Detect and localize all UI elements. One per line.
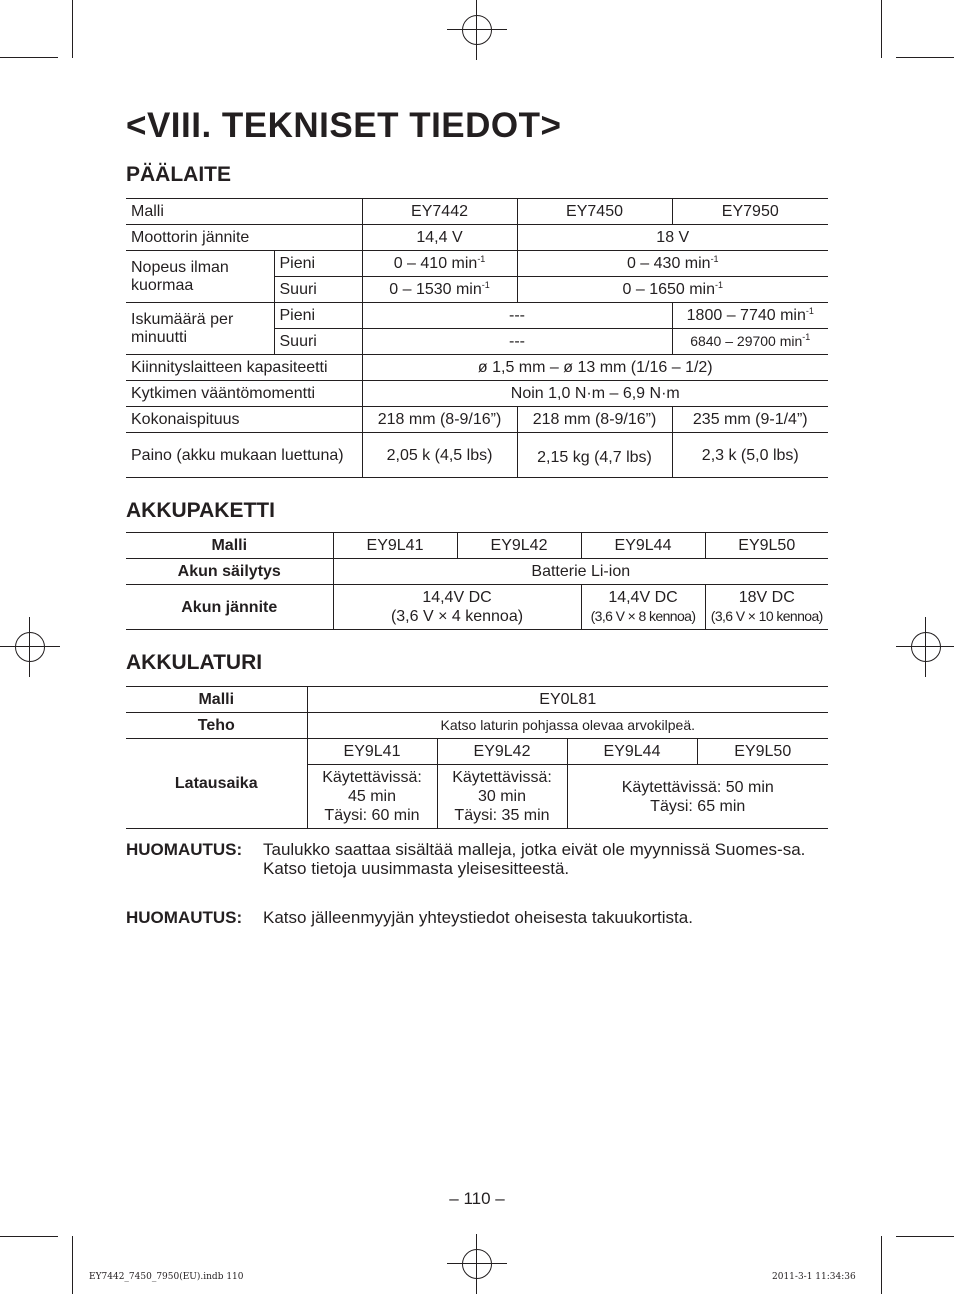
- row-label: Paino (akku mukaan luettuna): [126, 433, 362, 478]
- page-number: – 110 –: [449, 1189, 505, 1208]
- crop-mark: [0, 1236, 58, 1237]
- model-cell: EY9L42: [457, 533, 581, 559]
- model-cell: EY9L41: [333, 533, 457, 559]
- value-cell: Käytettävissä: 30 min Täysi: 35 min: [437, 765, 567, 829]
- table-row: [126, 381, 828, 407]
- page-title: <VIII. TEKNISET TIEDOT>: [126, 106, 562, 145]
- value-cell: Katso laturin pohjassa olevaa arvokilpeä.: [307, 713, 828, 739]
- value-cell: 0 – 410 $\min^{-1}$: [362, 251, 517, 277]
- value-cell: 14,4V DC (3,6 V × 8 kennoa): [581, 585, 705, 630]
- row-label: Teho: [126, 713, 307, 739]
- row-label: Malli: [126, 199, 362, 225]
- row-label: Iskumäärä per minuutti: [126, 303, 274, 355]
- value-cell: 235 mm (9-1/4”): [672, 407, 828, 433]
- row-label: Malli: [126, 533, 333, 559]
- model-cell: EY9L44: [581, 533, 705, 559]
- value-cell: 18V DC (3,6 V × 10 kennoa): [705, 585, 828, 630]
- registration-mark-icon: [447, 0, 507, 60]
- crop-mark: [896, 57, 954, 58]
- value-cell: 2,05 k (4,5 lbs): [362, 433, 517, 478]
- crop-mark: [72, 1236, 73, 1294]
- table-row: [126, 407, 828, 433]
- table-row: [126, 713, 828, 739]
- model-cell: EY7450: [517, 199, 672, 225]
- row-label: Kiinnityslaitteen kapasiteetti: [126, 355, 362, 381]
- table-row: [126, 199, 828, 225]
- note: [126, 908, 828, 928]
- note-label: HUOMAUTUS:: [126, 840, 243, 859]
- registration-mark-icon: [0, 617, 60, 677]
- registration-mark-icon: [447, 1234, 507, 1294]
- sub-label: Pieni: [274, 303, 362, 329]
- sub-label: Pieni: [274, 251, 362, 277]
- row-label: Moottorin jännite: [126, 225, 362, 251]
- footer-timestamp: 2011-3-1 11:34:36: [772, 1272, 856, 1282]
- value-cell: 2,15 kg (4,7 lbs): [517, 433, 672, 478]
- charger-table: [126, 686, 828, 829]
- value-cell: Noin 1,0 N·m – 6,9 N·m: [362, 381, 828, 407]
- model-cell: EY9L42: [437, 739, 567, 765]
- row-label: Kokonaispituus: [126, 407, 362, 433]
- value-cell: 218 mm (8-9/16”): [517, 407, 672, 433]
- table-row: [126, 739, 828, 765]
- model-cell: EY7950: [672, 199, 828, 225]
- row-label: Latausaika: [126, 739, 307, 829]
- model-cell: EY7442: [362, 199, 517, 225]
- note-text: Katso jälleenmyyjän yhteystiedot oheisesta takuukortista.: [263, 908, 693, 927]
- sub-label: Suuri: [274, 329, 362, 355]
- value-cell: 0 – 1530 $\min^{-1}$: [362, 277, 517, 303]
- value-cell: 2,3 k (5,0 lbs): [672, 433, 828, 478]
- crop-mark: [881, 1236, 882, 1294]
- value-cell: 14,4V DC (3,6 V × 4 kennoa): [333, 585, 581, 630]
- model-cell: EY9L44: [567, 739, 697, 765]
- value-cell: 6840 – 29700 $\min^{-1}$: [672, 329, 828, 355]
- table-row: [126, 225, 828, 251]
- value-cell: Käytettävissä: 45 min Täysi: 60 min: [307, 765, 437, 829]
- value-cell: ø 1,5 mm – ø 13 mm (1/16 – 1/2): [362, 355, 828, 381]
- value-cell: EY0L81: [307, 687, 828, 713]
- table-row: [126, 585, 828, 630]
- row-label: Akun jännite: [126, 585, 333, 630]
- value-cell: 0 – 1650 $\min^{-1}$: [517, 277, 828, 303]
- model-cell: EY9L50: [697, 739, 828, 765]
- value-cell: 1800 – 7740 $\min^{-1}$: [672, 303, 828, 329]
- section-heading-battery: AKKUPAKETTI: [126, 499, 275, 522]
- section-heading-main-unit: PÄÄLAITE: [126, 163, 231, 186]
- footer-file-info: EY7442_7450_7950(EU).indb 110: [89, 1272, 244, 1282]
- note: [126, 840, 828, 880]
- value-cell: Batterie Li-ion: [333, 559, 828, 585]
- row-label: Nopeus ilman kuormaa: [126, 251, 274, 303]
- table-row: [126, 533, 828, 559]
- table-row: [126, 251, 828, 277]
- battery-table: [126, 532, 828, 630]
- table-row: [126, 559, 828, 585]
- note-text: Taulukko saattaa sisältää malleja, jotka eivät ole myynnissä Suomes-sa. Katso tietoja uusimmasta yleisesitteestä.: [263, 840, 806, 878]
- sub-label: Suuri: [274, 277, 362, 303]
- crop-mark: [0, 57, 58, 58]
- value-cell: 0 – 430 $\min^{-1}$: [517, 251, 828, 277]
- table-row: [126, 433, 828, 478]
- table-row: [126, 303, 828, 329]
- value-cell: 218 mm (8-9/16”): [362, 407, 517, 433]
- model-cell: EY9L50: [705, 533, 828, 559]
- value-cell: ---: [362, 303, 672, 329]
- crop-mark: [881, 0, 882, 58]
- row-label: Kytkimen vääntömomentti: [126, 381, 362, 407]
- crop-mark: [72, 0, 73, 58]
- row-label: Akun säilytys: [126, 559, 333, 585]
- row-label: Malli: [126, 687, 307, 713]
- table-row: [126, 687, 828, 713]
- table-row: [126, 355, 828, 381]
- value-cell: ---: [362, 329, 672, 355]
- value-cell: 18 V: [517, 225, 828, 251]
- note-label: HUOMAUTUS:: [126, 908, 243, 927]
- crop-mark: [896, 1236, 954, 1237]
- section-heading-charger: AKKULATURI: [126, 651, 263, 674]
- model-cell: EY9L41: [307, 739, 437, 765]
- value-cell: Käytettävissä: 50 min Täysi: 65 min: [567, 765, 828, 829]
- registration-mark-icon: [896, 617, 954, 677]
- main-unit-table: [126, 198, 828, 478]
- value-cell: 14,4 V: [362, 225, 517, 251]
